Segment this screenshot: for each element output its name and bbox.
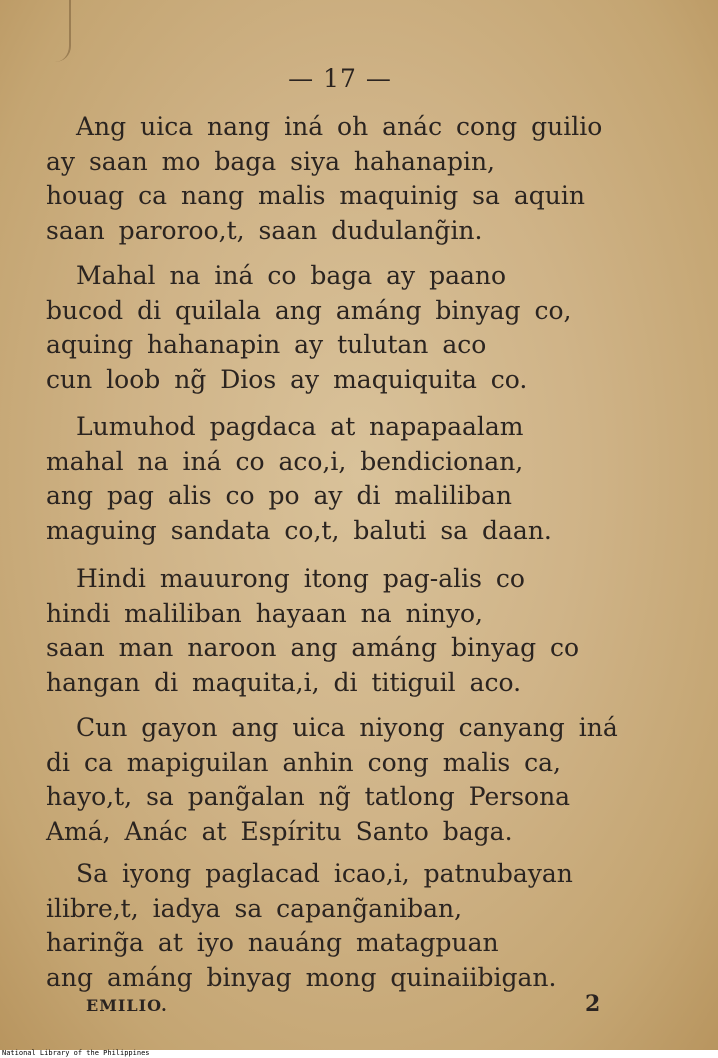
verse-line: saan man naroon ang amáng binyag co xyxy=(46,633,580,662)
stanza-6 xyxy=(46,857,573,995)
verse-line: hangan di maquita,i, di titiguil aco. xyxy=(46,667,522,697)
verse-line: Cun gayon ang uica niyong canyang iná xyxy=(76,713,618,742)
stanza-5 xyxy=(46,711,618,849)
page-number: — 17 — xyxy=(288,64,392,93)
verse-line: hindi maliliban hayaan na ninyo, xyxy=(46,598,483,628)
verse-line: Sa iyong paglacad icao,i, patnubayan xyxy=(76,859,573,888)
stanza-4 xyxy=(46,562,579,700)
verse-line: di ca mapiguilan anhin cong malis ca, xyxy=(46,747,561,777)
verse-line: aquing hahanapin ay tulutan aco xyxy=(46,330,487,359)
verse-line: ilibre,t, iadya sa capang̃aniban, xyxy=(46,893,463,923)
verse-line: ang pag alis co po ay di maliliban xyxy=(46,481,513,510)
verse-line: ay saan mo baga siya hahanapin, xyxy=(46,146,495,176)
library-attribution: National Library of the Philippines xyxy=(2,1049,150,1057)
stanza-1 xyxy=(46,110,602,248)
verse-line: Hindi mauurong itong pag-alis co xyxy=(76,564,525,593)
verse-line: ang amáng binyag mong quinaiibigan. xyxy=(46,962,557,992)
verse-line: Amá, Anác at Espíritu Santo baga. xyxy=(46,816,513,846)
verse-line: houag ca nang malis maquinig sa aquin xyxy=(46,181,585,210)
stanza-3 xyxy=(46,410,552,548)
verse-line: mahal na iná co aco,i, bendicionan, xyxy=(46,446,524,476)
verse-line: Mahal na iná co baga ay paano xyxy=(76,261,507,290)
ink-scratch-mark xyxy=(55,0,71,62)
footer-catchword: EMILIO. xyxy=(86,996,168,1015)
verse-line: saan paroroo,t, saan dudulang̃in. xyxy=(46,215,483,245)
stanza-2 xyxy=(46,259,572,397)
verse-line: cun loob ng̃ Dios ay maquiquita co. xyxy=(46,364,528,394)
verse-line: haring̃a at iyo nauáng matagpuan xyxy=(46,928,499,957)
verse-line: bucod di quilala ang amáng binyag co, xyxy=(46,295,572,325)
verse-line: Lumuhod pagdaca at napapaalam xyxy=(76,412,524,441)
verse-line: hayo,t, sa pang̃alan ng̃ tatlong Persona xyxy=(46,782,571,811)
footer-signature-mark: 2 xyxy=(585,991,601,1017)
verse-line: Ang uica nang iná oh anác cong guilio xyxy=(76,112,603,141)
verse-line: maguing sandata co,t, baluti sa daan. xyxy=(46,515,552,545)
